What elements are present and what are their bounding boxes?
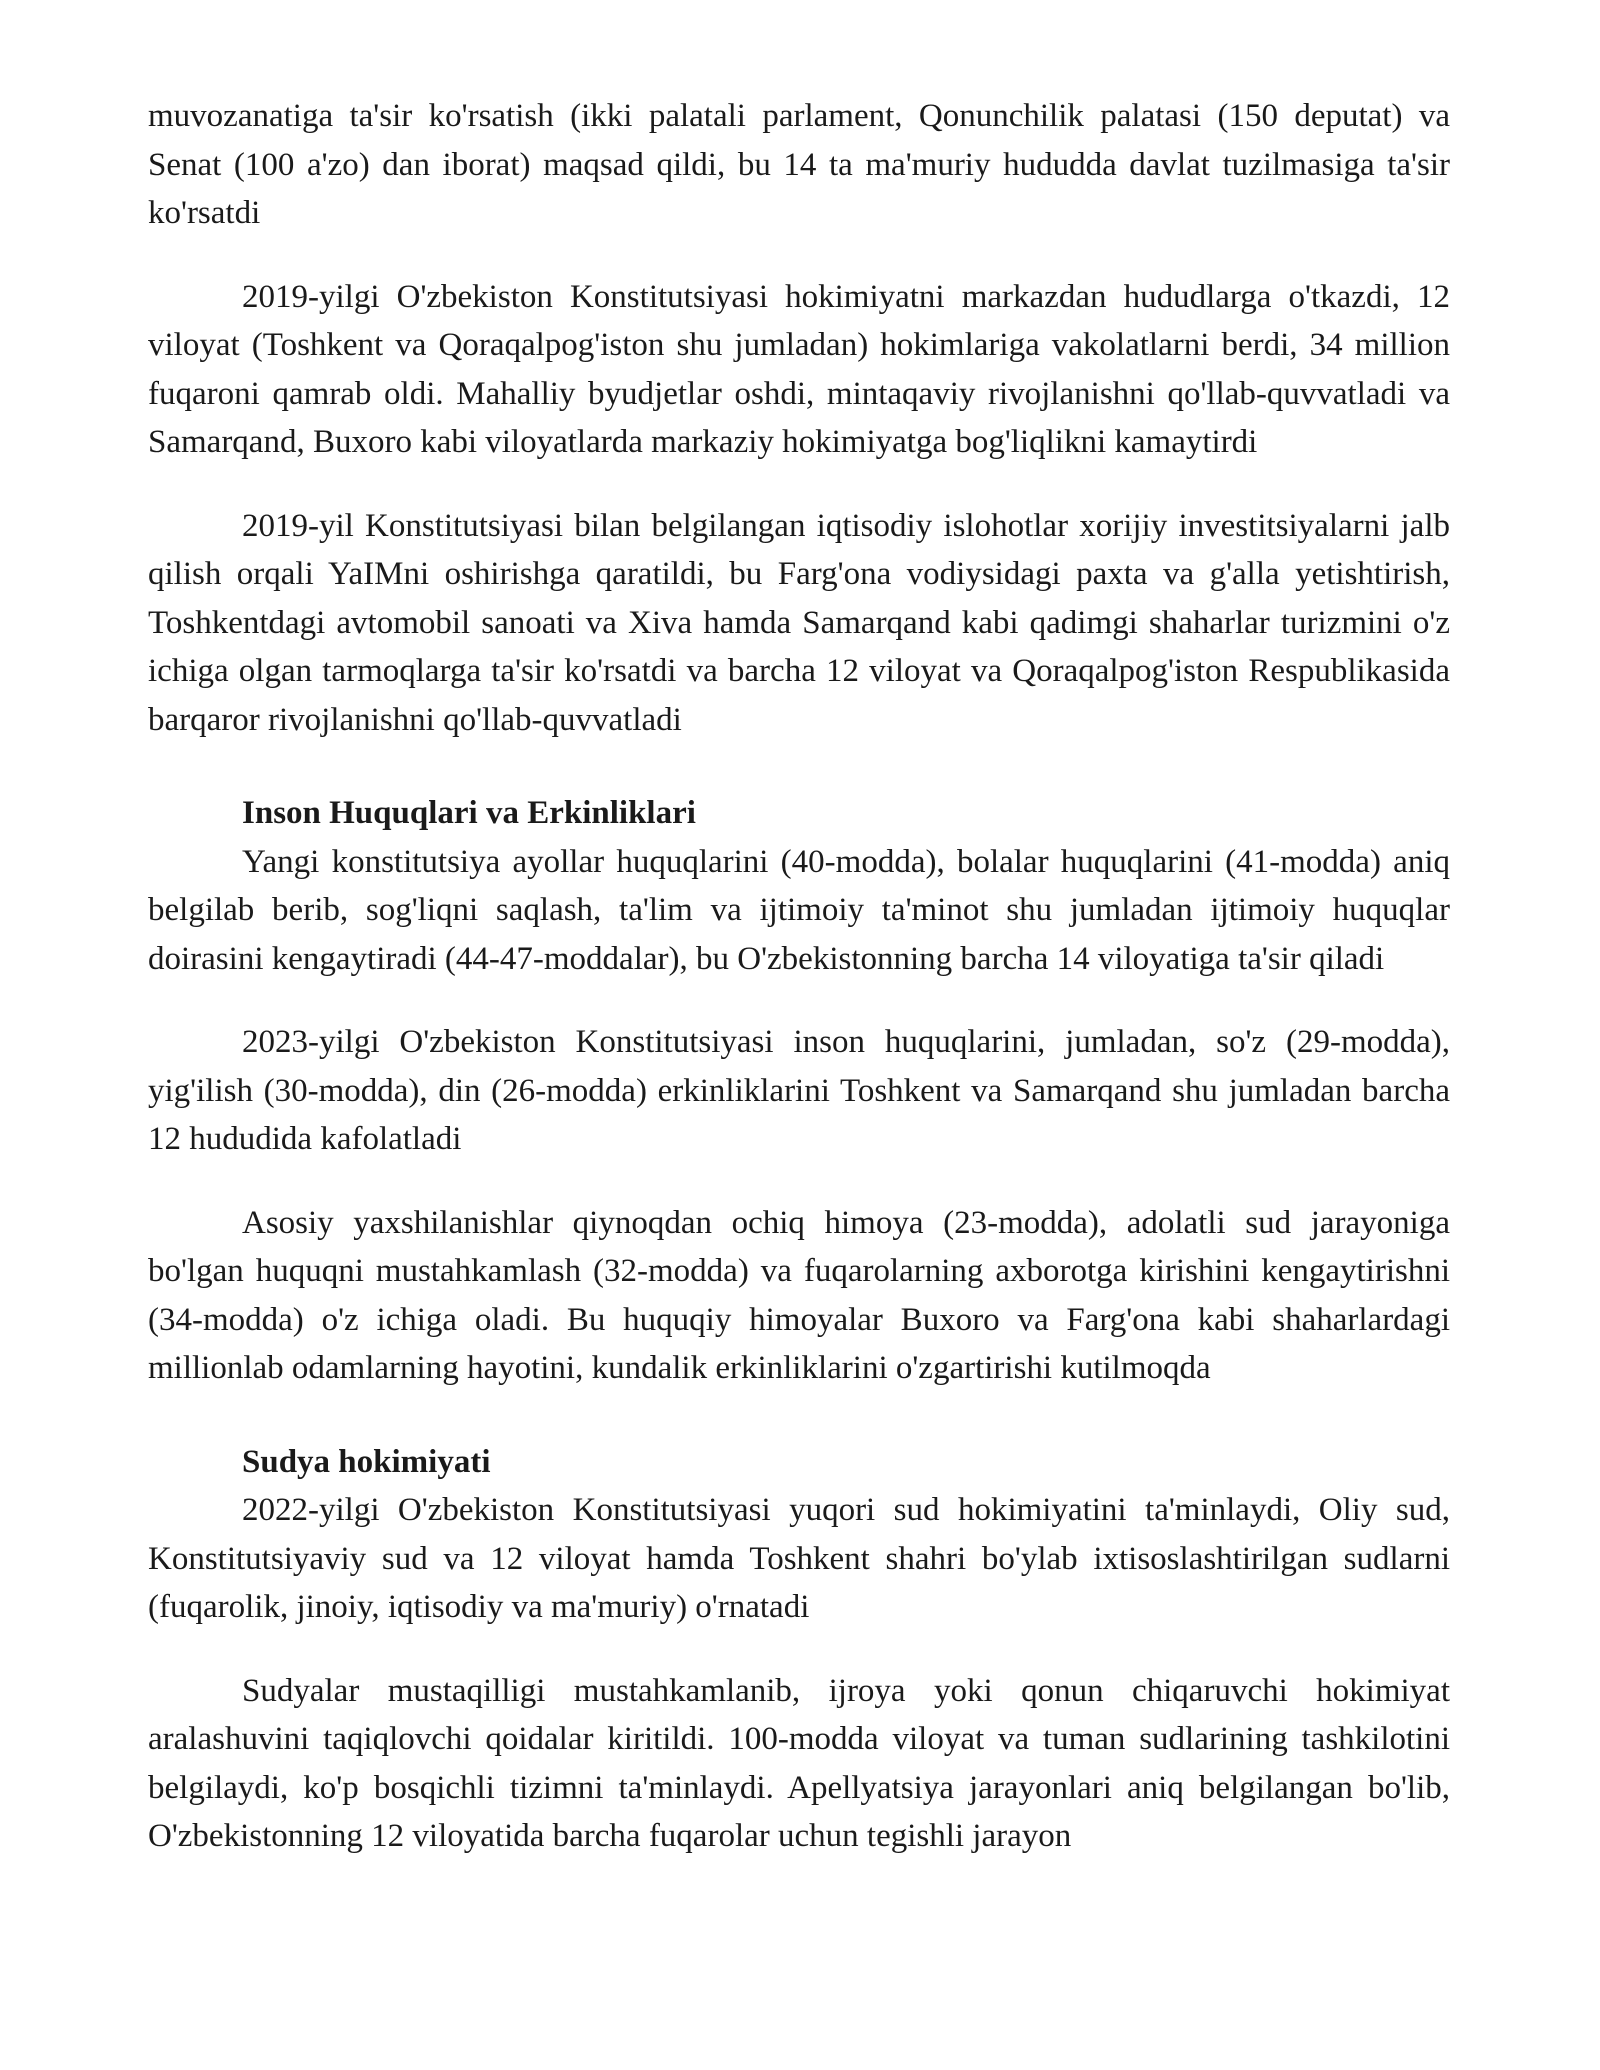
paragraph-7: 2022-yilgi O'zbekiston Konstitutsiyasi yuqori sud hokimiyatini ta'minlaydi, Oliy sud, Konstitutsiyaviy sud va 12 viloyat hamda Toshkent shahri bo'ylab ixtisoslashtirilgan sudlarni (fuqarolik, jinoiy, iqtisodiy va ma'muriy) o'rnatadi <box>148 1492 1450 1625</box>
paragraph-6: Asosiy yaxshilanishlar qiynoqdan ochiq himoya (23-modda), adolatli sud jarayoniga bo'lgan huquqni mustahkamlash (32-modda) va fuqarolarning axborotga kirishini kengaytirishni (34-modda) o'z ichiga oladi. Bu huquqiy himoyalar Buxoro va Farg'ona kabi shaharlardagi millionlab odamlarning hayotini, kundalik erkinliklarini o'zgartirishi kutilmoqda <box>148 1204 1450 1386</box>
paragraph-4: Yangi konstitutsiya ayollar huquqlarini (40-modda), bolalar huquqlarini (41-modda) aniq belgilab berib, sog'liqni saqlash, ta'lim va ijtimoiy ta'minot shu jumladan ijtimoiy huquqlar doirasini kengaytiradi (44-47-moddalar), bu O'zbekistonning barcha 14 viloyatiga ta'sir qiladi <box>148 843 1450 977</box>
paragraph-3: 2019-yil Konstitutsiyasi bilan belgilangan iqtisodiy islohotlar xorijiy investitsiyalarni jalb qilish orqali YaIMni oshirishga qaratildi, bu Farg'ona vodiysidagi paxta va g'alla yetishtirish, Toshkentdagi avtomobil sanoati va Xiva hamda Samarqand kabi qadimgi shaharlar turizmini o'z ichiga olgan tarmoqlarga ta'sir ko'rsatdi va barcha 12 viloyat va Qoraqalpog'iston Respublikasida barqaror rivojlanishni qo'llab-quvvatladi <box>148 507 1450 738</box>
paragraph-8: Sudyalar mustaqilligi mustahkamlanib, ijroya yoki qonun chiqaruvchi hokimiyat aralashuvini taqiqlovchi qoidalar kiritildi. 100-modda viloyat va tuman sudlarining tashkilotini belgilaydi, ko'p bosqichli tizimni ta'minlaydi. Apellyatsiya jarayonlari aniq belgilangan bo'lib, O'zbekistonning 12 viloyatida barcha fuqarolar uchun tegishli jarayon <box>148 1672 1450 1854</box>
document-page <box>148 92 1450 1896</box>
paragraph-2: 2019-yilgi O'zbekiston Konstitutsiyasi hokimiyatni markazdan hududlarga o'tkazdi, 12 viloyat (Toshkent va Qoraqalpog'iston shu jumladan) hokimlariga vakolatlarni berdi, 34 million fuqaroni qamrab oldi. Mahalliy byudjetlar oshdi, mintaqaviy rivojlanishni qo'llab-quvvatladi va Samarqand, Buxoro kabi viloyatlarda markaziy hokimiyatga bog'liqlikni kamaytirdi <box>148 278 1450 460</box>
section-heading-judiciary: Sudya hokimiyati <box>242 1443 491 1480</box>
paragraph-5: 2023-yilgi O'zbekiston Konstitutsiyasi inson huquqlarini, jumladan, so'z (29-modda), yig'ilish (30-modda), din (26-modda) erkinliklarini Toshkent va Samarqand shu jumladan barcha 12 hududida kafolatladi <box>148 1024 1450 1157</box>
section-heading-human-rights: Inson Huquqlari va Erkinliklari <box>242 795 696 831</box>
paragraph-1: muvozanatiga ta'sir ko'rsatish (ikki palatali parlament, Qonunchilik palatasi (150 deputat) va Senat (100 a'zo) dan iborat) maqsad qildi, bu 14 ta ma'muriy hududda davlat tuzilmasiga ta'sir ko'rsatdi <box>148 98 1450 231</box>
